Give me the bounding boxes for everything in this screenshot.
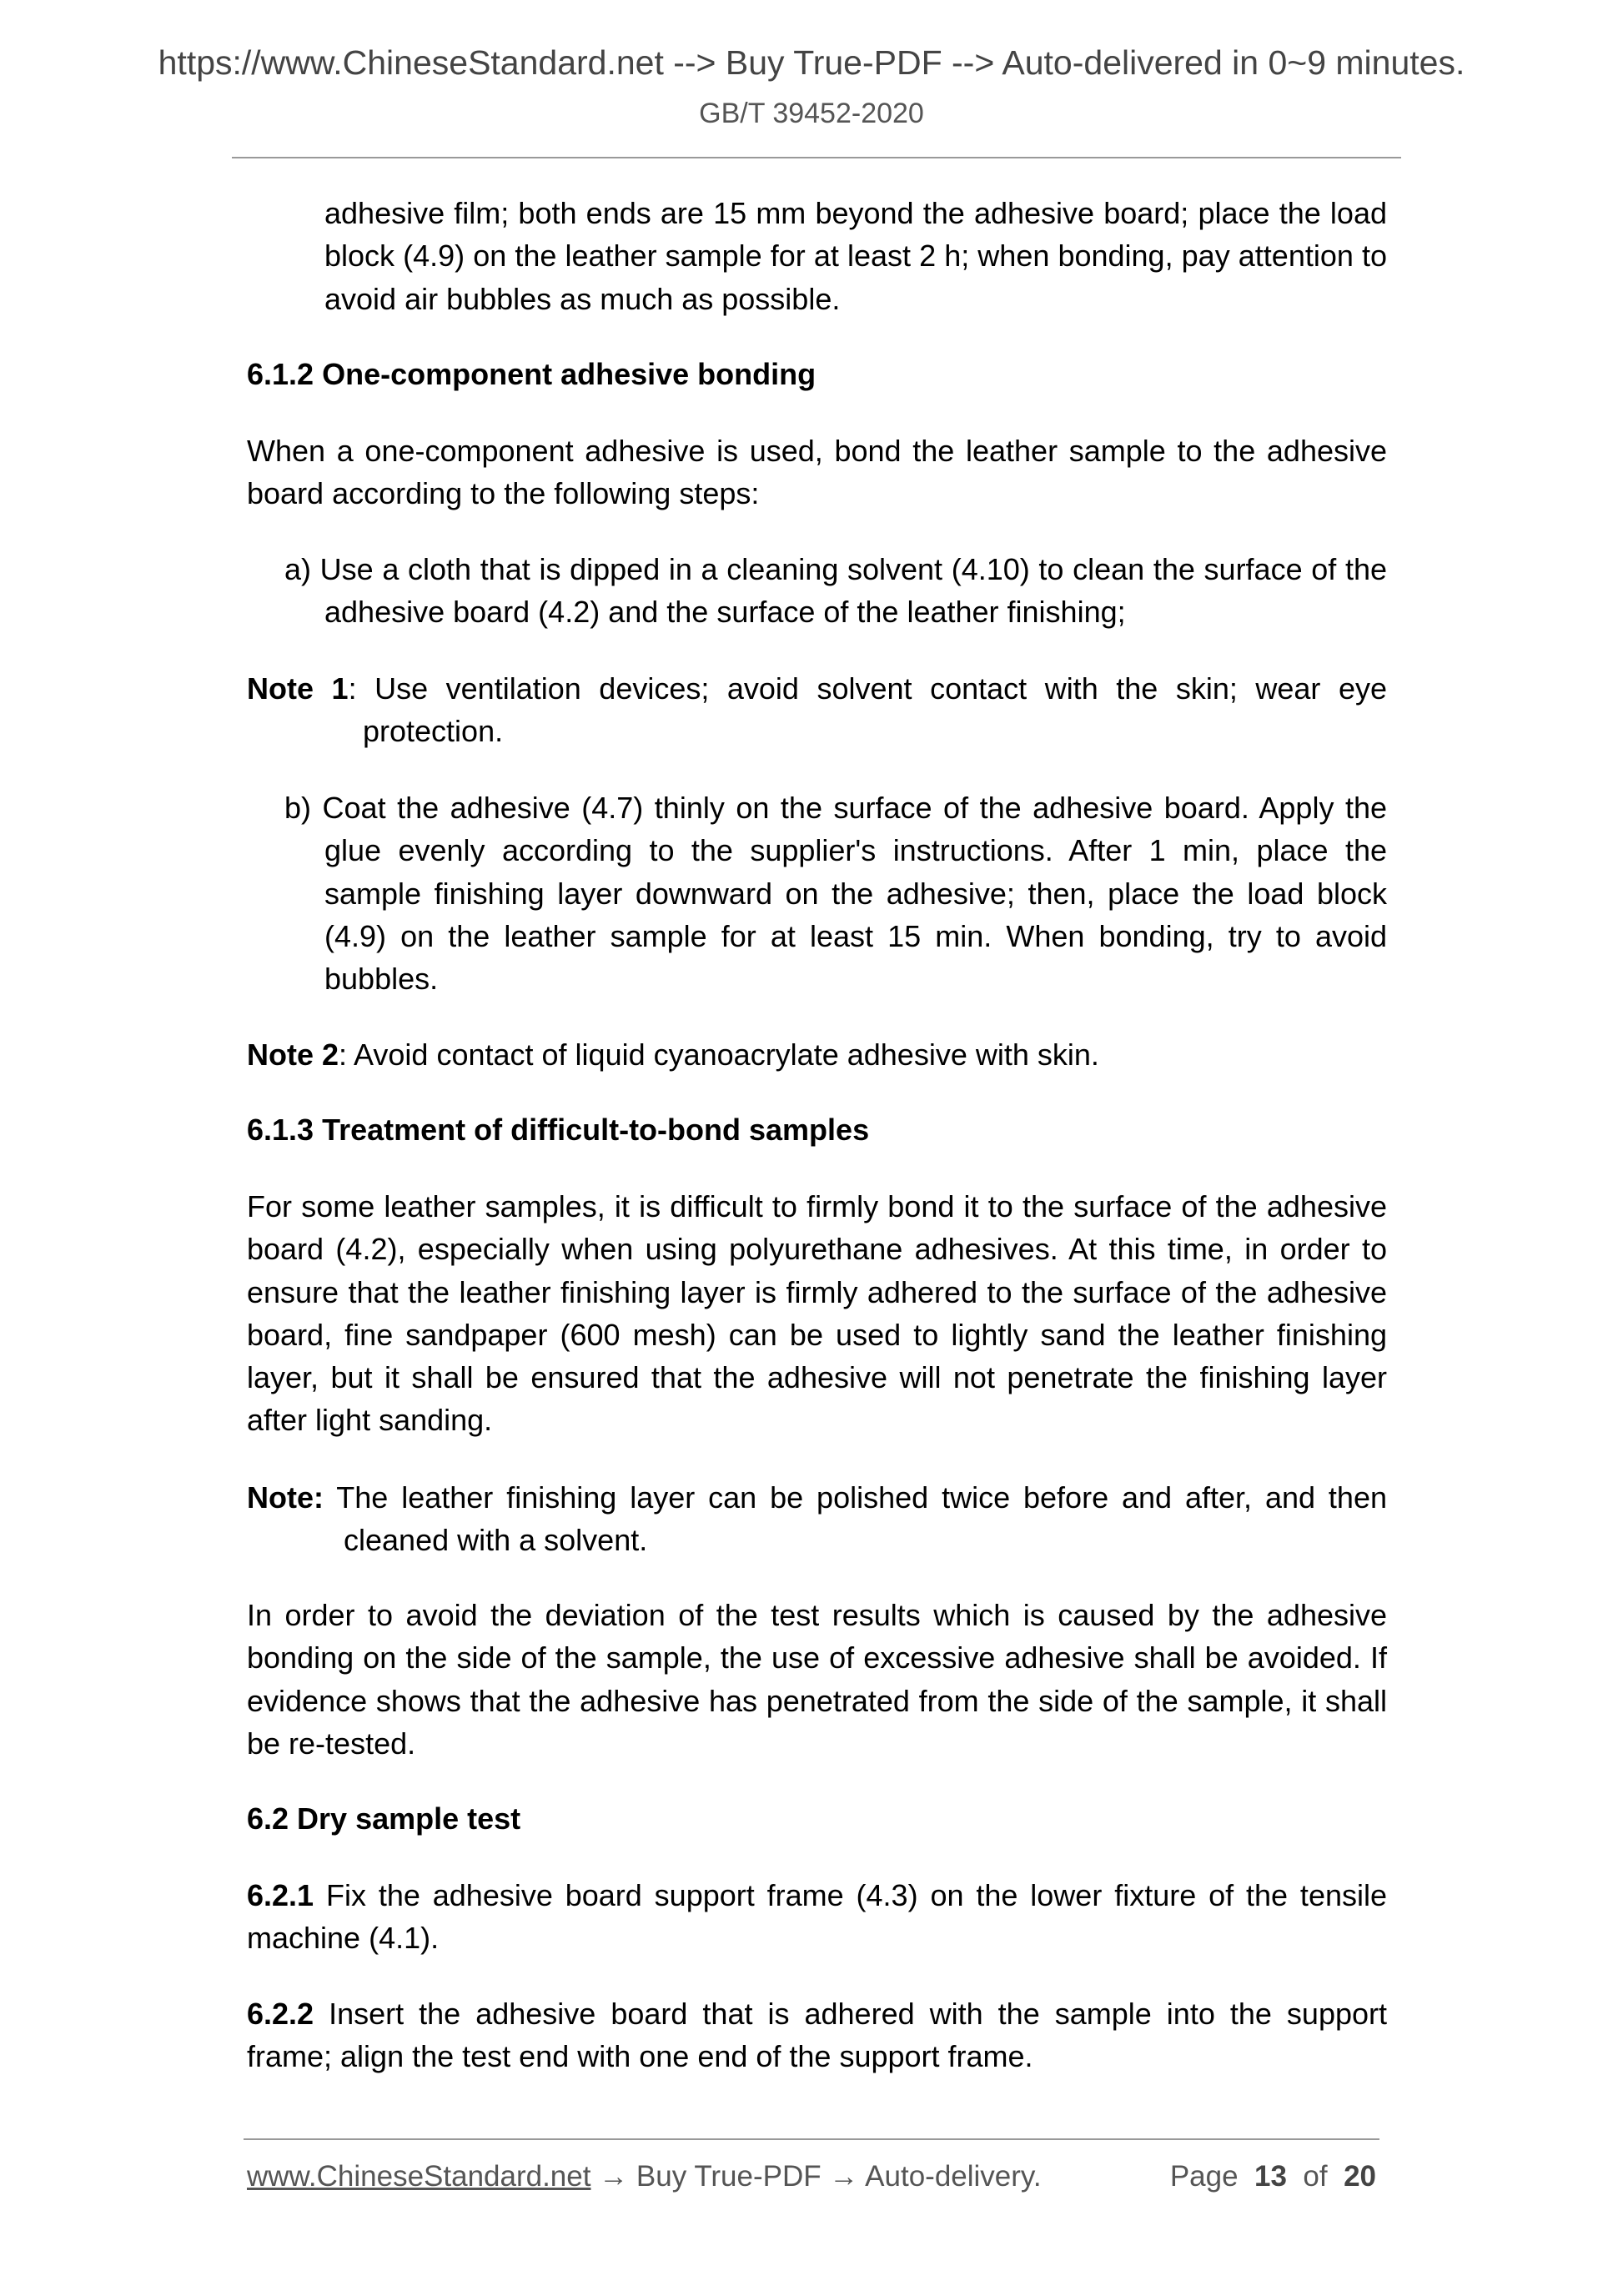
- note-3: [247, 1476, 1387, 1562]
- note-2-text: : Avoid contact of liquid cyanoacrylate adhesive with skin.: [339, 1037, 1099, 1072]
- note-2-label: Note 2: [247, 1037, 339, 1072]
- paragraph-6-2-2: [247, 1992, 1387, 2078]
- page-of: of: [1303, 2160, 1328, 2193]
- page-total: 20: [1344, 2160, 1376, 2193]
- note-1-text: : Use ventilation devices; avoid solvent contact with the skin; wear eye protection.: [348, 671, 1387, 749]
- heading-6-1-2: 6.1.2 One-component adhesive bonding: [247, 357, 817, 391]
- note-2: [247, 1033, 1387, 1076]
- footer: [247, 2160, 1376, 2193]
- page-indicator: [1170, 2160, 1376, 2193]
- heading-6-1-3: 6.1.3 Treatment of difficult-to-bond samples: [247, 1113, 870, 1147]
- list-item-a: a) Use a cloth that is dipped in a cleaning solvent (4.10) to clean the surface of the adhesive board (4.2) and the surface of the leather finishing;: [284, 552, 1387, 630]
- note-3-label: Note:: [247, 1480, 324, 1515]
- paragraph-continued: adhesive film; both ends are 15 mm beyond the adhesive board; place the load block (4.9) on the leather sample for at least 2 h; when bonding, pay attention to avoid air bubbles as much as possible.: [324, 196, 1387, 316]
- footer-rest: → Buy True-PDF → Auto-delivery.: [590, 2160, 1042, 2193]
- clause-number: 6.2.1: [247, 1878, 314, 1912]
- list-item-b: b) Coat the adhesive (4.7) thinly on the surface of the adhesive board. Apply the glue evenly according to the supplier's instructions. After 1 min, place the sample finishing layer downward on the adhesive; then, place the load block (4.9) on the leather sample for at least 15 min. When bonding, try to avoid bubbles.: [284, 791, 1387, 997]
- document-id: GB/T 39452-2020: [699, 98, 924, 129]
- footer-link[interactable]: www.ChineseStandard.net: [247, 2160, 591, 2193]
- note-3-text: The leather finishing layer can be polished twice before and after, and then cleaned with a solvent.: [324, 1480, 1387, 1558]
- note-1: [247, 667, 1387, 753]
- paragraph-6-1-3: For some leather samples, it is difficult to firmly bond it to the surface of the adhesive board (4.2), especially when using polyurethane adhesives. At this time, in order to ensure that the leather finishing layer is firmly adhered to the surface of the adhesive board, fine sandpaper (600 mesh) can be used to lightly sand the leather finishing layer, but it shall be ensured that the adhesive will not penetrate the finishing layer after light sanding.: [247, 1189, 1387, 1438]
- clause-text: Insert the adhesive board that is adhered with the sample into the support frame; align the test end with one end of the support frame.: [247, 1997, 1387, 2074]
- footer-text: [247, 2160, 1042, 2193]
- paragraph-deviation: In order to avoid the deviation of the test results which is caused by the adhesive bonding on the side of the sample, the use of excessive adhesive shall be avoided. If evidence shows that the adhesive has penetrated from the side of the sample, it shall be re-tested.: [247, 1598, 1387, 1761]
- paragraph-6-1-2: When a one-component adhesive is used, bond the leather sample to the adhesive board according to the following steps:: [247, 434, 1387, 511]
- clause-number: 6.2.2: [247, 1997, 314, 2031]
- footer-divider: [244, 2138, 1379, 2140]
- page-label: Page: [1169, 2160, 1239, 2193]
- clause-text: Fix the adhesive board support frame (4.3) on the lower fixture of the tensile machine (4.1).: [247, 1878, 1387, 1956]
- heading-6-2: 6.2 Dry sample test: [247, 1801, 521, 1836]
- page-number: 13: [1254, 2160, 1287, 2193]
- paragraph-6-2-1: [247, 1874, 1387, 1960]
- header-banner: https://www.ChineseStandard.net --> Buy True-PDF --> Auto-delivered in 0~9 minutes.: [158, 43, 1465, 82]
- note-1-label: Note 1: [247, 671, 349, 706]
- header-divider: [232, 157, 1401, 158]
